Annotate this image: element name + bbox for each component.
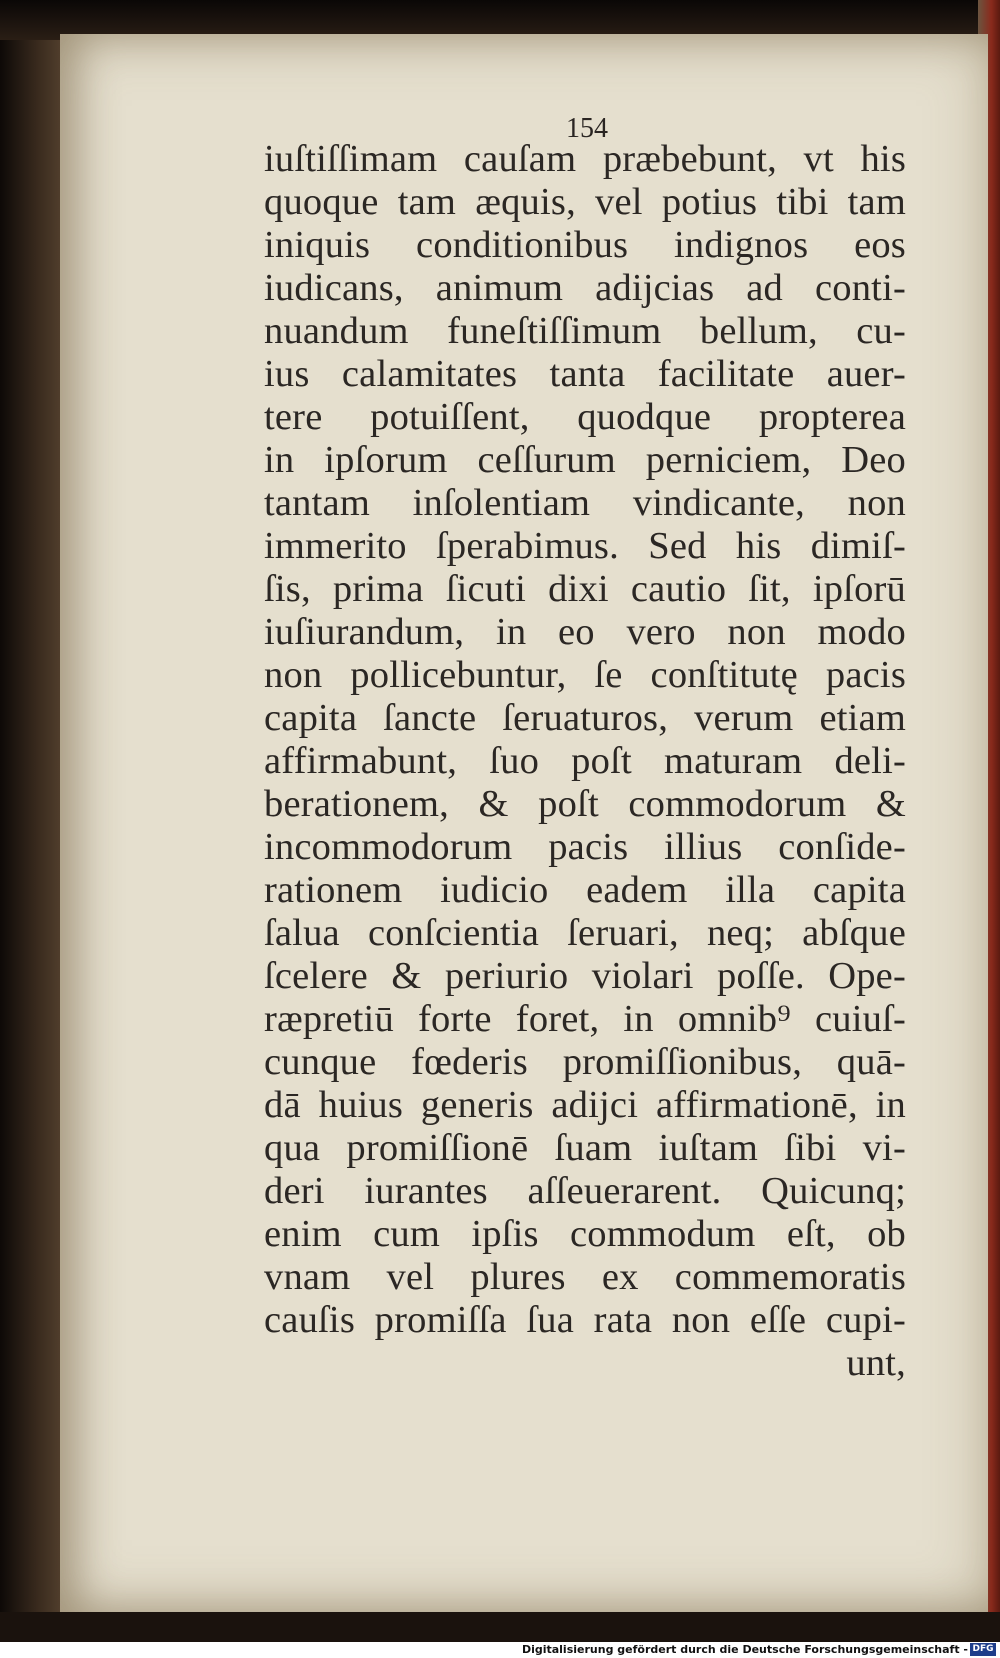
text-line: affirmabunt, ſuo poſt maturam deli- <box>264 740 906 782</box>
text-line: dā huius generis adijci affirmationē, in <box>264 1084 906 1126</box>
text-line: quoque tam æquis, vel potius tibi tam <box>264 181 906 223</box>
text-line: ſis, prima ſicuti dixi cautio ſit, ipſorū <box>264 568 906 610</box>
text-line: non pollicebuntur, ſe conſtitutę pacis <box>264 654 906 696</box>
text-line: tantam inſolentiam vindicante, non <box>264 482 906 524</box>
text-line: capita ſancte ſeruaturos, verum etiam <box>264 697 906 739</box>
text-line: vnam vel plures ex commemoratis <box>264 1256 906 1298</box>
text-line: iudicans, animum adijcias ad conti- <box>264 267 906 309</box>
text-line: enim cum ipſis commodum eſt, ob <box>264 1213 906 1255</box>
text-line: ius calamitates tanta facilitate auer- <box>264 353 906 395</box>
text-line: nuandum funeſtiſſimum bellum, cu- <box>264 310 906 352</box>
text-line: iuſiurandum, in eo vero non modo <box>264 611 906 653</box>
text-line: immerito ſperabimus. Sed his dimiſ- <box>264 525 906 567</box>
text-line: qua promiſſionē ſuam iuſtam ſibi vi- <box>264 1127 906 1169</box>
text-line: deri iurantes aſſeuerarent. Quicunq; <box>264 1170 906 1212</box>
page-text <box>264 138 906 1385</box>
text-line: in ipſorum ceſſurum perniciem, Deo <box>264 439 906 481</box>
text-line: ſalua conſcientia ſeruari, neq; abſque <box>264 912 906 954</box>
text-line: incommodorum pacis illius conſide- <box>264 826 906 868</box>
text-line: rationem iudicio eadem illa capita <box>264 869 906 911</box>
text-line: ſcelere & periurio violari poſſe. Ope- <box>264 955 906 997</box>
text-line: ræpretiū forte foret, in omnib⁹ cuiuſ- <box>264 998 906 1040</box>
text-line: iuſtiſſimam cauſam præbebunt, vt his <box>264 138 906 180</box>
text-line: berationem, & poſt commodorum & <box>264 783 906 825</box>
text-line: tere potuiſſent, quodque propterea <box>264 396 906 438</box>
text-line: cunque fœderis promiſſionibus, quā- <box>264 1041 906 1083</box>
funding-credit: Digitalisierung gefördert durch die Deutsche Forschungsgemeinschaft - <box>521 1643 968 1656</box>
dfg-logo: DFG <box>970 1643 996 1656</box>
page-number: 154 <box>566 113 608 144</box>
text-line: cauſis promiſſa ſua rata non eſſe cupi- <box>264 1299 906 1341</box>
text-line: unt, <box>846 1342 906 1384</box>
text-line: iniquis conditionibus indignos eos <box>264 224 906 266</box>
